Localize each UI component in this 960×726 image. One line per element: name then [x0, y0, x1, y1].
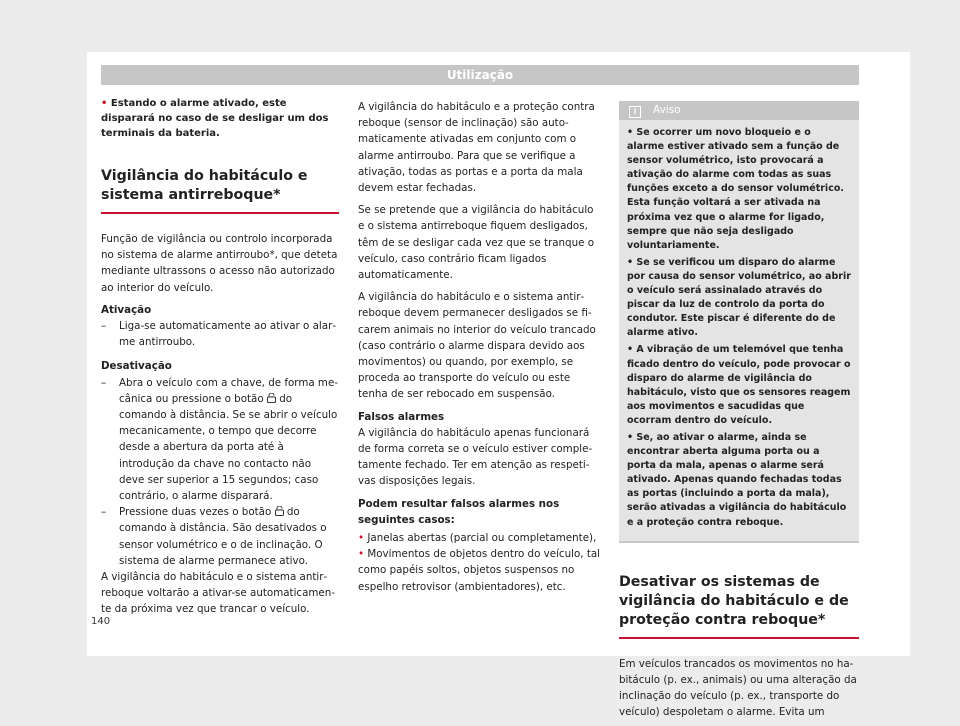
ativacao-heading: Ativação: [101, 303, 152, 316]
section-title-vigilancia: Vigilância do habitáculo e sistema antirreboque*: [101, 167, 339, 214]
falsos-alarmes-heading: Falsos alarmes: [358, 410, 445, 423]
info-icon: i: [629, 106, 641, 118]
desativacao-item-1: – Abra o veículo com a chave, de forma mecânica ou pressione o botão do comando à distância. Se se abrir o veículo mecanicamente, o tempo que decorre desde a abertura da porta até à introdução da chave no contacto não deve ser superior a 15 segundos; caso contrário, o alarme disparará.: [101, 376, 339, 503]
paragraph-4: A vigilância do habitáculo apenas funcionará de forma correta se o veículo estiver completamente fechado. Ter em atenção as respetivas disposições legais.: [358, 426, 593, 488]
column-1: [101, 96, 339, 624]
paragraph-3: A vigilância do habitáculo e o sistema antirreboque devem permanecer desligados se ficarem animais no interior do veículo trancado (caso contrário o alarme dispara devido aos movimentos) ou quando, por exemplo, se proceda ao transporte do veículo ou este tenha de ser rebocado em suspensão.: [358, 291, 596, 401]
unlock-key-icon: [275, 506, 284, 516]
intro-paragraph: Função de vigilância ou controlo incorporada no sistema de alarme antirroubo*, que deteta mediante ultrassons o acesso não autorizado ao interior do veículo.: [101, 233, 338, 294]
list-item: • Janelas abertas (parcial ou completamente),: [358, 532, 597, 545]
unlock-key-icon: [267, 393, 276, 403]
column-2: [358, 99, 602, 595]
paragraph-1: A vigilância do habitáculo e a proteção contra reboque (sensor de inclinação) são automaticamente ativadas em conjunto com o alarme antirroubo. Para que se verifique a ativação, todas as portas e a porta da mala devem estar fechadas.: [358, 101, 595, 195]
desativacao-item-2: – Pressione duas vezes o botão do comando à distância. São desativados o sensor volumétrico e o de inclinação. O sistema de alarme permanece ativo.: [101, 506, 327, 567]
aviso-item: • Se se verificou um disparo do alarme por causa do sensor volumétrico, ao abrir o veículo será assinalado através do piscar da luz de controlo da porta do condutor. Este piscar é diferente do de alarme ativo.: [627, 256, 851, 339]
desativar-paragraph: Em veículos trancados os movimentos no habitáculo (p. ex., animais) ou uma alteração da inclinação do veículo (p. ex., transporte do veículo) despoletam o alarme. Evita um: [619, 657, 857, 719]
aviso-box: [619, 101, 859, 543]
aviso-label: Aviso: [653, 104, 681, 116]
ativacao-item: – Liga-se automaticamente ao ativar o alarme antirroubo.: [101, 320, 337, 349]
chapter-title: Utilização: [446, 68, 514, 82]
column-3: [619, 101, 859, 726]
top-bullet: • Estando o alarme ativado, este disparará no caso de se desligar um dos terminais da bateria.: [101, 98, 329, 139]
chapter-header: [101, 65, 859, 85]
aviso-item: • A vibração de um telemóvel que tenha ficado dentro do veículo, pode provocar o disparo do alarme de vigilância do habitáculo, visto que os sensores reagem aos movimentos e sacudidas que ocorram dentro do veículo.: [627, 344, 851, 426]
aviso-header: [619, 101, 859, 120]
section-title-desativar: Desativar os sistemas de vigilância do habitáculo e de proteção contra reboque*: [619, 573, 859, 639]
aviso-item: • Se, ao ativar o alarme, ainda se encontrar aberta alguma porta ou a porta da mala, apenas o alarme será ativado. Apenas quando fechadas todas as portas (incluindo a porta da mala), serão ativadas a vigilância do habitáculo e a proteção contra reboque.: [627, 431, 847, 528]
desativacao-heading: Desativação: [101, 360, 172, 373]
list-item: • Movimentos de objetos dentro do veículo, tal como papéis soltos, objetos suspensos no espelho retrovisor (ambientadores), etc.: [358, 548, 601, 593]
page-number: 140: [91, 616, 111, 627]
closing-paragraph: A vigilância do habitáculo e o sistema antirreboque voltarão a ativar-se automaticamente da próxima vez que trancar o veículo.: [101, 571, 336, 616]
paragraph-2: Se se pretende que a vigilância do habitáculo e o sistema antirreboque fiquem desligados, têm de se desligar cada vez que se tranque o veículo, caso contrário ficam ligados automaticamente.: [358, 204, 595, 282]
aviso-body: [619, 120, 859, 541]
aviso-item: • Se ocorrer um novo bloqueio e o alarme estiver ativado sem a função de sensor volumétrico, isto provocará a ativação do alarme com todas as suas funções exceto a do sensor volumétrico. Esta função voltará a ser ativada na próxima vez que o alarme for ligado, sempre que não seja desligado voluntariamente.: [627, 127, 844, 251]
podem-resultar-heading: Podem resultar falsos alarmes nos seguintes casos:: [358, 497, 560, 526]
